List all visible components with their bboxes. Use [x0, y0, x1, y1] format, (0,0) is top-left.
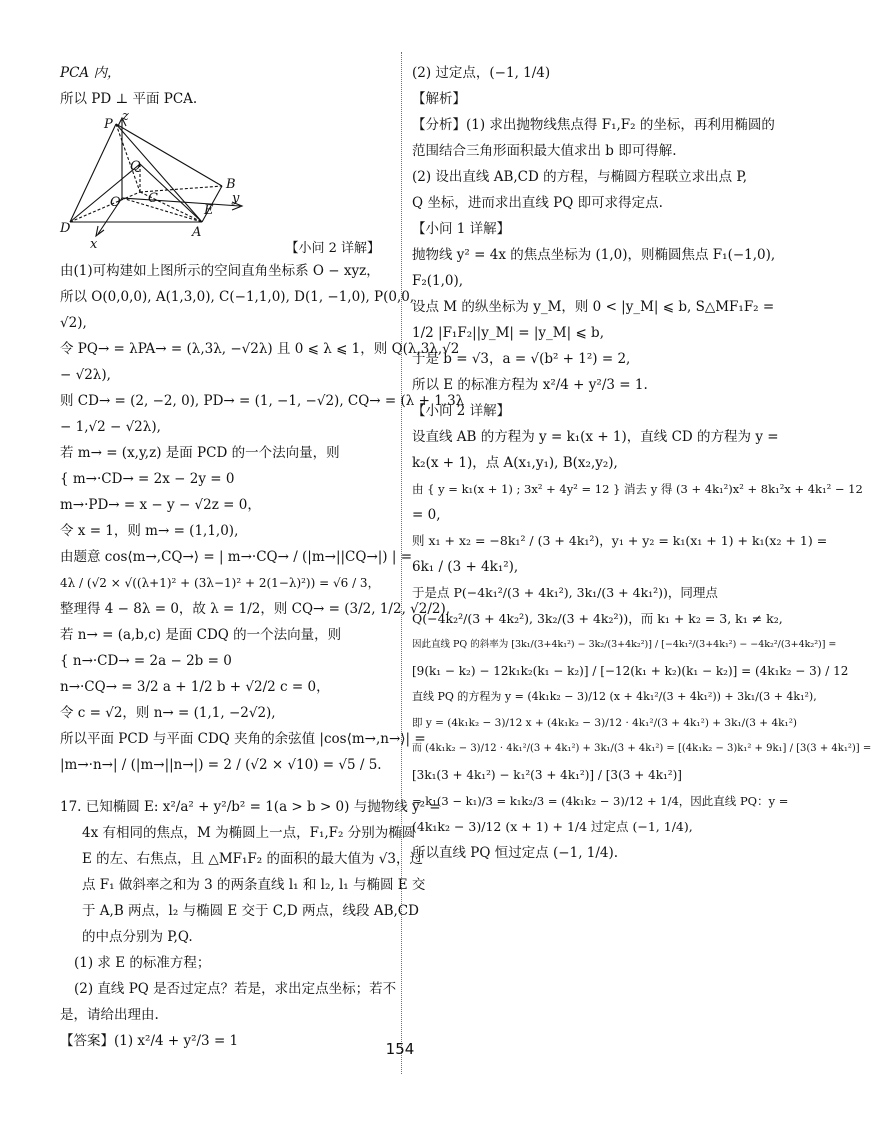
section-heading: 【小问 2 详解】: [412, 403, 511, 419]
answer-line: 【答案】(1) x²/4 + y²/3 = 1: [60, 1033, 239, 1049]
text-line: 令 x = 1，则 m→ = (1,1,0),: [60, 523, 239, 539]
equation-line: 所以直线 PQ 恒过定点 (−1, 1/4).: [412, 845, 619, 861]
right-column: [412, 60, 871, 866]
label-z: z: [122, 109, 129, 124]
text-line: − 1,√2 − √2λ),: [60, 419, 161, 435]
equation-line: [9(k₁ − k₂) − 12k₁k₂(k₁ − k₂)] / [−12(k₁ + k₂)(k₁ − k₂)] = (4k₁k₂ − 3) / 12: [412, 664, 849, 678]
equation-line: 而 (4k₁k₂ − 3)/12 · 4k₁²/(3 + 4k₁²) + 3k₁/(3 + 4k₁²) = [(4k₁k₂ − 3)k₁² + 9k₁] / [3(3 + 4k₁²)] =: [412, 743, 871, 754]
equation-line: 由 { y = k₁(x + 1) ; 3x² + 4y² = 12 } 消去 y 得 (3 + 4k₁²)x² + 8k₁²x + 4k₁² − 12: [412, 482, 863, 496]
text-line: (2) 设出直线 AB,CD 的方程，与椭圆方程联立求出点 P,: [412, 169, 748, 185]
section-heading: 【小问 1 详解】: [412, 221, 511, 237]
equation-line: { n→·CD→ = 2a − 2b = 0: [60, 653, 232, 669]
pyramid-diagram: [60, 109, 390, 256]
problem-line: 于 A,B 两点，l₂ 与椭圆 E 交于 C,D 两点，线段 AB,CD: [82, 903, 419, 919]
text-line: 若 n→ = (a,b,c) 是面 CDQ 的一个法向量，则: [60, 627, 342, 643]
equation-line: 因此直线 PQ 的斜率为 [3k₁/(3+4k₁²) − 3k₂/(3+4k₂²)] / [−4k₁²/(3+4k₁²) − −4k₂²/(3+4k₂²)] =: [412, 639, 837, 650]
problem-line: 是，请给出理由.: [60, 1007, 159, 1023]
label-P: P: [104, 117, 113, 132]
label-y: y: [232, 191, 240, 206]
text-line: (2) 过定点，(−1, 1/4): [412, 65, 551, 81]
equation-line: m→·PD→ = x − y − √2z = 0，: [60, 497, 261, 513]
equation-line: 于是 b = √3，a = √(b² + 1²) = 2,: [412, 351, 631, 367]
problem-line: 点 F₁ 做斜率之和为 3 的两条直线 l₁ 和 l₂, l₁ 与椭圆 E 交: [82, 877, 426, 893]
text-line: F₂(1,0),: [412, 273, 464, 289]
label-E: E: [204, 203, 214, 218]
problem-line: (2) 直线 PQ 是否过定点？若是，求出定点坐标；若不: [74, 981, 397, 997]
equation-line: 于是点 P(−4k₁²/(3 + 4k₁²), 3k₁/(3 + 4k₁²))，同理点: [412, 585, 718, 600]
label-Q: Q: [130, 159, 141, 174]
equation-line: 即 y = (4k₁k₂ − 3)/12 x + (4k₁k₂ − 3)/12 · 4k₁²/(3 + 4k₁²) + 3k₁/(3 + 4k₁²): [412, 717, 798, 729]
label-x: x: [90, 237, 98, 252]
problem-line: E 的左、右焦点，且 △MF₁F₂ 的面积的最大值为 √3，过: [82, 851, 423, 867]
section-heading: 【小问 2 详解】: [285, 241, 380, 256]
pyramid-figure: [60, 109, 390, 256]
equation-line: { m→·CD→ = 2x − 2y = 0: [60, 471, 235, 487]
problem-line: 17. 已知椭圆 E: x²/a² + y²/b² = 1(a > b > 0) 与抛物线 y² =: [60, 799, 441, 815]
equation-line: 6k₁ / (3 + 4k₁²),: [412, 559, 519, 575]
text-line: 则 CD→ = (2, −2, 0), PD→ = (1, −1, −√2), CQ→ = (λ + 1,3λ: [60, 393, 465, 409]
problem-line: 的中点分别为 P,Q.: [82, 929, 193, 945]
problem-line: 4x 有相同的焦点，M 为椭圆上一点，F₁,F₂ 分别为椭圆: [82, 825, 416, 841]
equation-line: 则 x₁ + x₂ = −8k₁² / (3 + 4k₁²)，y₁ + y₂ = k₁(x₁ + 1) + k₁(x₂ + 1) =: [412, 533, 828, 548]
text-line: √2),: [60, 315, 87, 331]
equation-line: = 0,: [412, 507, 441, 523]
label-A: A: [192, 225, 202, 240]
equation-line: (4k₁k₂ − 3)/12 (x + 1) + 1/4 过定点 (−1, 1/4),: [412, 819, 693, 834]
equation-line: 1/2 |F₁F₂||y_M| = |y_M| ⩽ b,: [412, 325, 604, 341]
text-line: k₂(x + 1)，点 A(x₁,y₁), B(x₂,y₂),: [412, 455, 618, 471]
text-line: PCA 内，: [60, 65, 121, 81]
equation-line: 所以 E 的标准方程为 x²/4 + y²/3 = 1.: [412, 377, 648, 393]
label-O: O: [110, 195, 121, 210]
equation-line: 4λ / (√2 × √((λ+1)² + (3λ−1)² + 2(1−λ)²)) = √6 / 3，: [60, 576, 380, 590]
text-line: − √2λ),: [60, 367, 111, 383]
equation-line: |m→·n→| / (|m→||n→|) = 2 / (√2 × √10) = √5 / 5.: [60, 757, 382, 773]
equation-line: 由题意 cos⟨m→,CQ→⟩ = | m→·CQ→ / (|m→||CQ→|) | =: [60, 549, 413, 565]
equation-line: 直线 PQ 的方程为 y = (4k₁k₂ − 3)/12 (x + 4k₁²/(3 + 4k₁²)) + 3k₁/(3 + 4k₁²),: [412, 690, 817, 703]
text-line: 由(1)可构建如上图所示的空间直角坐标系 O − xyz，: [60, 263, 380, 279]
equation-line: n→·CQ→ = 3/2 a + 1/2 b + √2/2 c = 0，: [60, 679, 330, 695]
text-line: Q 坐标，进而求出直线 PQ 即可求得定点.: [412, 195, 663, 211]
problem-line: (1) 求 E 的标准方程；: [74, 955, 211, 971]
label-D: D: [60, 221, 71, 236]
text-line: 令 PQ→ = λPA→ = (λ,3λ, −√2λ) 且 0 ⩽ λ ⩽ 1，则 Q(λ,3λ,√2: [60, 341, 460, 357]
label-B: B: [226, 177, 236, 192]
equation-line: [3k₁(3 + 4k₁²) − k₁²(3 + 4k₁²)] / [3(3 + 4k₁²)]: [412, 768, 682, 782]
equation-line: = k₁(3 − k₁)/3 = k₁k₂/3 = (4k₁k₂ − 3)/12 + 1/4，因此直线 PQ：y =: [412, 794, 789, 808]
text-line: 所以 O(0,0,0), A(1,3,0), C(−1,1,0), D(1, −1,0), P(0,0,: [60, 289, 415, 305]
label-C: C: [148, 191, 158, 206]
text-line: 若 m→ = (x,y,z) 是面 PCD 的一个法向量，则: [60, 445, 340, 461]
text-line: 设点 M 的纵坐标为 y_M，则 0 < |y_M| ⩽ b, S△MF₁F₂ =: [412, 299, 775, 315]
section-heading: 【解析】: [412, 91, 466, 107]
page-number: 154: [385, 1040, 415, 1058]
text-line: 整理得 4 − 8λ = 0，故 λ = 1/2，则 CQ→ = (3/2, 1/2, √2/2),: [60, 601, 451, 617]
equation-line: Q(−4k₂²/(3 + 4k₂²), 3k₂/(3 + 4k₂²))，而 k₁ + k₂ = 3, k₁ ≠ k₂,: [412, 611, 783, 626]
text-line: 设直线 AB 的方程为 y = k₁(x + 1)，直线 CD 的方程为 y =: [412, 429, 779, 445]
text-line: 所以 PD ⊥ 平面 PCA.: [60, 91, 198, 107]
text-line: 【分析】(1) 求出抛物线焦点得 F₁,F₂ 的坐标，再利用椭圆的: [412, 117, 775, 133]
text-line: 所以平面 PCD 与平面 CDQ 夹角的余弦值 |cos⟨m→,n→⟩| =: [60, 731, 426, 747]
text-line: 范围结合三角形面积最大值求出 b 即可得解.: [412, 143, 677, 159]
text-line: 令 c = √2，则 n→ = (1,1, −2√2),: [60, 705, 276, 721]
text-line: 抛物线 y² = 4x 的焦点坐标为 (1,0)，则椭圆焦点 F₁(−1,0),: [412, 247, 776, 263]
